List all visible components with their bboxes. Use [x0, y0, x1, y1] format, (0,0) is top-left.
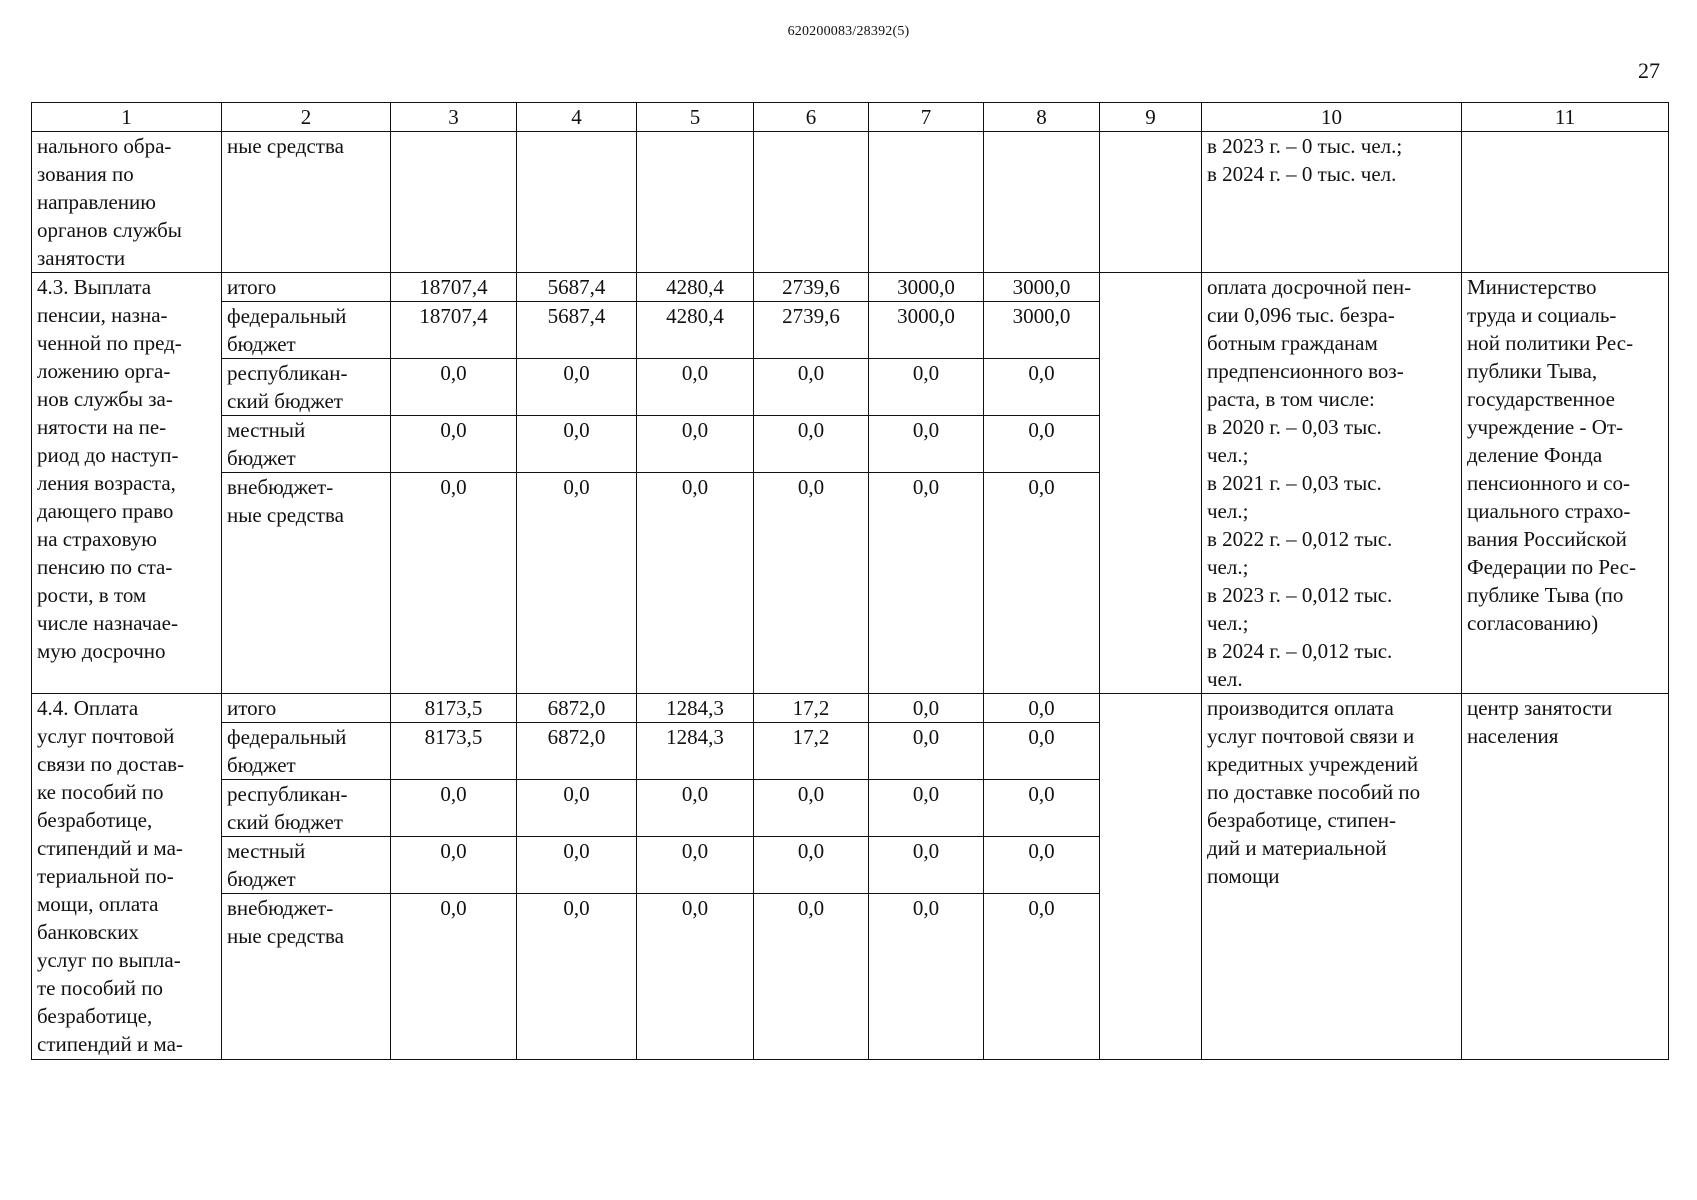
funding-source: республикан- ский бюджет [222, 780, 391, 837]
column-number: 9 [1100, 103, 1202, 132]
value-cell: 2739,6 [754, 302, 869, 359]
value-cell: 1284,3 [637, 723, 754, 780]
value-cell: 0,0 [517, 473, 637, 694]
column-number: 1 [32, 103, 222, 132]
value-cell: 0,0 [869, 723, 984, 780]
value-cell: 0,0 [517, 894, 637, 1060]
activity-name: 4.4. Оплата услуг почтовой связи по достав- ке пособий по безработице, стипендий и ма- териальной по- мощи, оплата банковских услуг по выпла- те пособий по безработице, стипендий и ма- [32, 694, 222, 1060]
column-number: 6 [754, 103, 869, 132]
value-cell: 0,0 [391, 416, 517, 473]
value-cell: 3000,0 [869, 273, 984, 302]
column-number: 2 [222, 103, 391, 132]
page-number: 27 [1638, 58, 1660, 83]
value-cell: 18707,4 [391, 302, 517, 359]
value-cell: 0,0 [517, 837, 637, 894]
expected-result: оплата досрочной пен- сии 0,096 тыс. безра- ботным гражданам предпенсионного воз- раста, в том числе: в 2020 г. – 0,03 тыс. чел.; в 2021 г. – 0,03 тыс. чел.; в 2022 г. – 0,012 тыс. чел.; в 2023 г. – 0,012 тыс. чел.; в 2024 г. – 0,012 тыс. чел. [1202, 273, 1462, 694]
table-row [32, 273, 1669, 302]
value-cell: 1284,3 [637, 694, 754, 723]
funding-source: федеральный бюджет [222, 723, 391, 780]
value-cell: 0,0 [984, 359, 1100, 416]
value-cell: 18707,4 [391, 273, 517, 302]
value-cell: 0,0 [637, 780, 754, 837]
column-number: 11 [1462, 103, 1669, 132]
value-cell: 0,0 [517, 416, 637, 473]
funding-source: местный бюджет [222, 837, 391, 894]
value-cell: 0,0 [517, 359, 637, 416]
value-cell: 6872,0 [517, 723, 637, 780]
value-cell: 0,0 [391, 894, 517, 1060]
document-code: 620200083/28392(5) [787, 24, 910, 39]
value-cell: 0,0 [754, 473, 869, 694]
value-cell: 0,0 [637, 416, 754, 473]
value-cell: 0,0 [754, 416, 869, 473]
value-cell: 0,0 [391, 473, 517, 694]
column-number: 5 [637, 103, 754, 132]
value-cell: 0,0 [754, 894, 869, 1060]
funding-source: внебюджет- ные средства [222, 894, 391, 1060]
value-cell: 0,0 [869, 473, 984, 694]
column-number: 7 [869, 103, 984, 132]
value-cell: 17,2 [754, 723, 869, 780]
value-cell: 0,0 [637, 359, 754, 416]
column-number-row [32, 103, 1669, 132]
value-cell: 3000,0 [869, 302, 984, 359]
value-cell: 0,0 [984, 723, 1100, 780]
value-cell: 0,0 [869, 894, 984, 1060]
value-cell: 0,0 [869, 837, 984, 894]
funding-source: внебюджет- ные средства [222, 473, 391, 694]
value-cell: 5687,4 [517, 273, 637, 302]
value-cell: 17,2 [754, 694, 869, 723]
value-cell: 3000,0 [984, 302, 1100, 359]
value-cell: 0,0 [754, 780, 869, 837]
value-cell: 0,0 [984, 694, 1100, 723]
value-cell: 2739,6 [754, 273, 869, 302]
funding-source: республикан- ский бюджет [222, 359, 391, 416]
activity-name: нального обра- зования по направлению органов службы занятости [32, 132, 222, 273]
value-cell: 0,0 [637, 894, 754, 1060]
funding-source: итого [222, 273, 391, 302]
value-cell: 8173,5 [391, 723, 517, 780]
value-cell: 0,0 [869, 694, 984, 723]
value-cell: 0,0 [984, 837, 1100, 894]
value-cell: 0,0 [517, 780, 637, 837]
executor: Министерство труда и социаль- ной политики Рес- публики Тыва, государственное учреждение - От- деление Фонда пенсионного и со- циального страхо- вания Российской Федерации по Рес- публике Тыва (по согласованию) [1462, 273, 1669, 694]
column-number: 4 [517, 103, 637, 132]
executor: центр занятости населения [1462, 694, 1669, 1060]
expected-result: производится оплата услуг почтовой связи и кредитных учреждений по доставке пособий по безработице, стипен- дий и материальной помощи [1202, 694, 1462, 1060]
value-cell: 4280,4 [637, 302, 754, 359]
value-cell: 0,0 [984, 894, 1100, 1060]
column-number: 8 [984, 103, 1100, 132]
value-cell: 3000,0 [984, 273, 1100, 302]
table-row [32, 132, 1669, 273]
value-cell: 0,0 [869, 359, 984, 416]
value-cell: 0,0 [869, 780, 984, 837]
column-number: 3 [391, 103, 517, 132]
value-cell: 6872,0 [517, 694, 637, 723]
value-cell: 0,0 [391, 837, 517, 894]
funding-source: федеральный бюджет [222, 302, 391, 359]
funding-source: итого [222, 694, 391, 723]
value-cell: 0,0 [754, 359, 869, 416]
value-cell: 0,0 [391, 780, 517, 837]
value-cell: 0,0 [637, 837, 754, 894]
value-cell: 5687,4 [517, 302, 637, 359]
funding-source: местный бюджет [222, 416, 391, 473]
expected-result: в 2023 г. – 0 тыс. чел.; в 2024 г. – 0 тыс. чел. [1202, 132, 1462, 273]
activity-name: 4.3. Выплата пенсии, назна- ченной по пред- ложению орга- нов службы за- нятости на пе- риод до наступ- ления возраста, дающего право на страховую пенсию по ста- рости, в том числе назначае- мую досрочно [32, 273, 222, 694]
value-cell: 0,0 [637, 473, 754, 694]
value-cell: 0,0 [984, 473, 1100, 694]
value-cell: 0,0 [984, 416, 1100, 473]
value-cell: 0,0 [391, 359, 517, 416]
program-table [31, 102, 1669, 1060]
value-cell: 8173,5 [391, 694, 517, 723]
column-number: 10 [1202, 103, 1462, 132]
table-row [32, 694, 1669, 723]
value-cell: 0,0 [754, 837, 869, 894]
funding-source: ные средства [222, 132, 391, 273]
value-cell: 0,0 [984, 780, 1100, 837]
value-cell: 0,0 [869, 416, 984, 473]
value-cell: 4280,4 [637, 273, 754, 302]
